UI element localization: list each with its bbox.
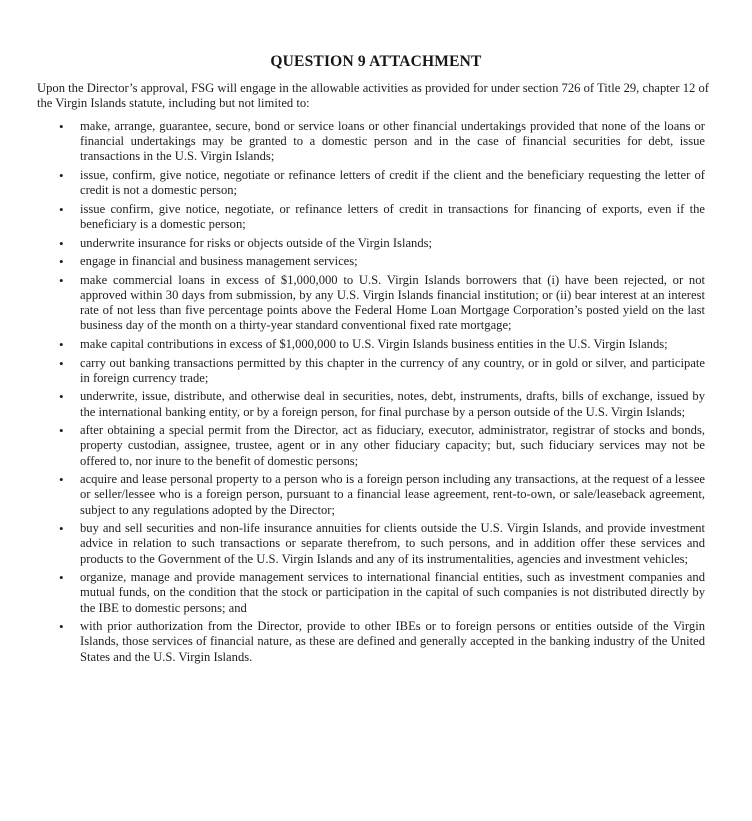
bullet-icon: • <box>59 521 64 537</box>
list-item-text: make commercial loans in excess of $1,000,000 to U.S. Virgin Islands borrowers that (i) have been rejected, or not approved within 30 days from submission, by any U.S. Virgin Islands financial institution; or (ii) bear interest at an interest rate of not less than five percentage points above the Federal Home Loan Mortgage Corporation’s posted yield on the last business day of the month on a thirty-year standard conventional fixed rate mortgage; <box>80 272 705 333</box>
list-item-text: organize, manage and provide management services to international financial entities, such as investment companies and mutual funds, on the condition that the stock or participation in the capital of such companies is not distributed directly by the IBE to domestic persons; and <box>80 570 705 615</box>
intro-paragraph: Upon the Director’s approval, FSG will engage in the allowable activities as provided for under section 726 of Title 29, chapter 12 of the Virgin Islands statute, including but not limited to: <box>37 81 709 111</box>
bullet-icon: • <box>59 272 64 288</box>
list-item-text: with prior authorization from the Director, provide to other IBEs or to foreign persons or entities outside of the Virgin Islands, those services of financial nature, as these are defined and generally accepted in the banking industry of the United States and the U.S. Virgin Islands. <box>80 619 705 664</box>
list-item <box>43 337 705 352</box>
list-item <box>43 202 705 232</box>
bullet-icon: • <box>59 619 64 635</box>
list-item <box>43 389 705 419</box>
list-item <box>43 570 705 616</box>
list-item-text: underwrite, issue, distribute, and otherwise deal in securities, notes, debt, instruments, drafts, bills of exchange, issued by the international banking entity, or by a foreign person, for final purchase by a person outside of the U.S. Virgin Islands; <box>80 389 705 419</box>
list-item-text: make, arrange, guarantee, secure, bond or service loans or other financial undertakings provided that none of the loans or financial undertakings may be granted to a domestic person and in the case of financial securities for debt, issue transactions in the U.S. Virgin Islands; <box>80 119 705 164</box>
list-item <box>43 236 705 251</box>
bullet-icon: • <box>59 254 64 270</box>
list-item-text: make capital contributions in excess of $1,000,000 to U.S. Virgin Islands business entities in the U.S. Virgin Islands; <box>80 336 668 351</box>
bullet-icon: • <box>59 389 64 405</box>
list-item-text: underwrite insurance for risks or objects outside of the Virgin Islands; <box>80 235 433 250</box>
list-item <box>43 254 705 269</box>
list-item-text: carry out banking transactions permitted by this chapter in the currency of any country, or in gold or silver, and participate in foreign currency trade; <box>80 355 705 385</box>
bullet-icon: • <box>59 472 64 488</box>
list-item <box>43 521 705 567</box>
list-item-text: after obtaining a special permit from the Director, act as fiduciary, executor, administrator, registrar of stocks and bonds, property custodian, assignee, trustee, agent or in any other fiduciary capacity; but, such fiduciary services may not be offered to, nor inure to the benefit of domestic persons; <box>80 423 705 468</box>
list-item-text: issue confirm, give notice, negotiate, or refinance letters of credit in transactions for financing of exports, even if the beneficiary is a domestic person; <box>80 201 705 231</box>
bullet-icon: • <box>59 168 64 183</box>
list-item-text: buy and sell securities and non-life insurance annuities for clients outside the U.S. Virgin Islands, and provide investment advice in relation to such transactions or separate therefrom, to such persons, and in addition offer these services and products to the Government of the U.S. Virgin Islands and any of its instrumentalities, agencies and investment vehicles; <box>80 521 705 566</box>
list-item <box>43 472 705 518</box>
bullet-icon: • <box>59 570 64 586</box>
bullet-icon: • <box>59 355 64 371</box>
bullet-icon: • <box>59 201 64 217</box>
bullet-icon: • <box>59 423 64 439</box>
bullet-icon: • <box>59 119 64 134</box>
list-item <box>43 168 705 198</box>
activities-list <box>43 119 705 668</box>
bullet-icon: • <box>59 336 64 352</box>
list-item <box>43 273 705 334</box>
list-item <box>43 423 705 469</box>
list-item <box>43 356 705 386</box>
bullet-icon: • <box>59 235 64 251</box>
list-item <box>43 619 705 665</box>
list-item-text: acquire and lease personal property to a person who is a foreign person including any transactions, at the request of a lessee or seller/lessee who is a foreign person, pursuant to a financial lease agreement, rent-to-own, or sale/leaseback agreement, subject to any regulations adopted by the Director; <box>80 472 705 517</box>
list-item <box>43 119 705 165</box>
list-item-text: engage in financial and business management services; <box>80 254 358 269</box>
page-title: QUESTION 9 ATTACHMENT <box>270 53 482 70</box>
list-item-text: issue, confirm, give notice, negotiate or refinance letters of credit if the client and the beneficiary requesting the letter of credit is not a domestic person; <box>80 168 705 198</box>
